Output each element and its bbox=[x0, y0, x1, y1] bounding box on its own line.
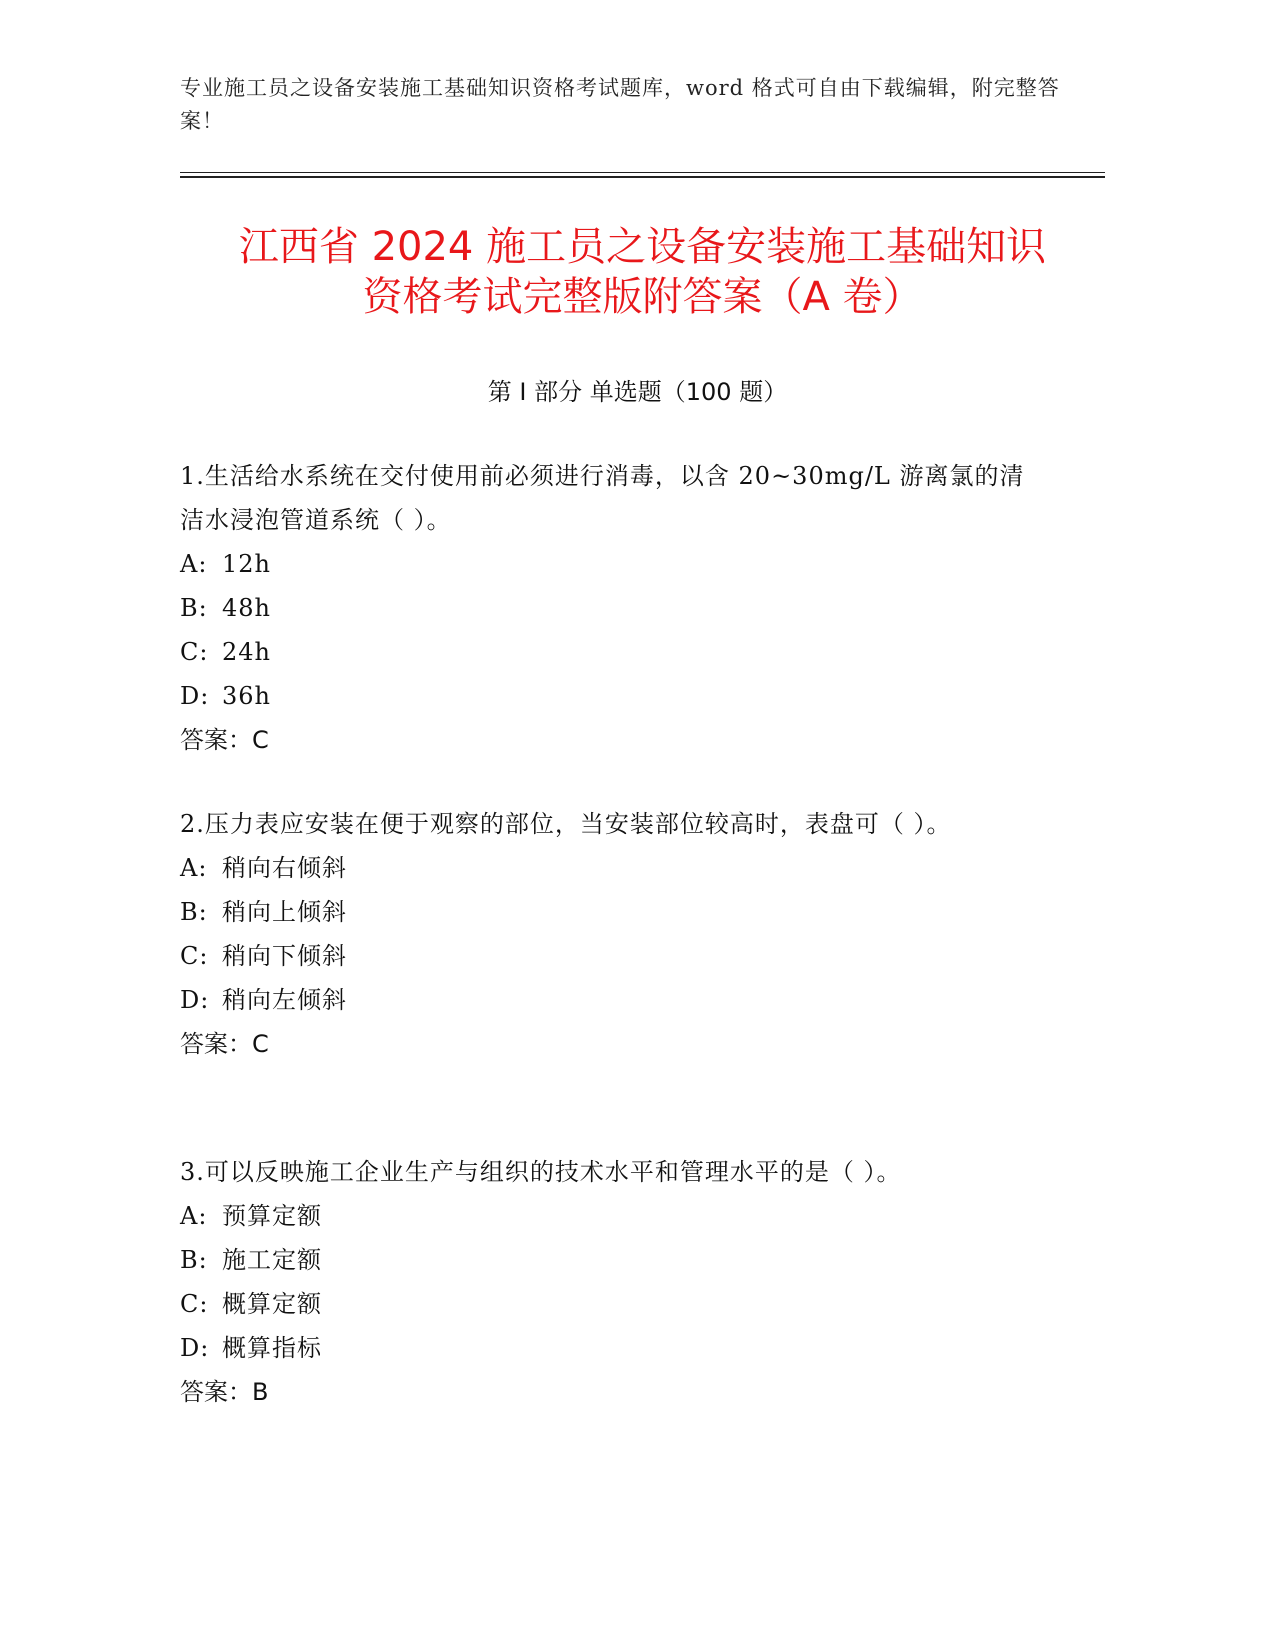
option-a bbox=[180, 846, 1030, 890]
header-divider-thin bbox=[180, 172, 1105, 173]
option-label: A: bbox=[180, 1202, 208, 1230]
option-b bbox=[180, 586, 1030, 630]
option-text: 概算指标 bbox=[222, 1334, 322, 1362]
question-stem: 2.压力表应安装在便于观察的部位，当安装部位较高时，表盘可（ ）。 bbox=[180, 810, 952, 838]
option-c bbox=[180, 630, 1030, 674]
option-a bbox=[180, 1194, 1030, 1238]
option-b bbox=[180, 1238, 1030, 1282]
answer: 答案：C bbox=[180, 726, 269, 754]
option-label: B: bbox=[180, 898, 208, 926]
title-line-2: 资格考试完整版附答案（A 卷） bbox=[362, 274, 923, 320]
section-heading: 第 I 部分 单选题（100 题） bbox=[487, 378, 788, 406]
title-line-1: 江西省 2024 施工员之设备安装施工基础知识 bbox=[238, 224, 1047, 270]
option-text: 稍向上倾斜 bbox=[222, 898, 347, 926]
option-text: 概算定额 bbox=[222, 1290, 322, 1318]
header-divider-thick bbox=[180, 176, 1105, 178]
option-d bbox=[180, 978, 1030, 1022]
option-d bbox=[180, 674, 1030, 718]
option-label: D: bbox=[180, 682, 210, 710]
option-label: C: bbox=[180, 942, 209, 970]
answer: 答案：B bbox=[180, 1378, 269, 1406]
option-label: B: bbox=[180, 594, 208, 622]
option-text: 施工定额 bbox=[222, 1246, 322, 1274]
option-label: D: bbox=[180, 1334, 210, 1362]
question-2 bbox=[180, 802, 1030, 1066]
question-1 bbox=[180, 454, 1030, 762]
option-text: 稍向下倾斜 bbox=[222, 942, 347, 970]
option-text: 稍向左倾斜 bbox=[222, 986, 347, 1014]
option-label: D: bbox=[180, 986, 210, 1014]
question-stem: 1.生活给水系统在交付使用前必须进行消毒，以含 20~30mg/L 游离氯的清洁水浸泡管道系统（ ）。 bbox=[180, 462, 1025, 534]
option-text: 24h bbox=[222, 638, 271, 666]
option-text: 12h bbox=[222, 550, 271, 578]
option-label: A: bbox=[180, 550, 208, 578]
document-title bbox=[180, 222, 1105, 322]
option-text: 48h bbox=[222, 594, 271, 622]
option-label: B: bbox=[180, 1246, 208, 1274]
question-stem: 3.可以反映施工企业生产与组织的技术水平和管理水平的是（ ）。 bbox=[180, 1158, 902, 1186]
option-label: C: bbox=[180, 1290, 209, 1318]
option-c bbox=[180, 934, 1030, 978]
answer: 答案：C bbox=[180, 1030, 269, 1058]
option-c bbox=[180, 1282, 1030, 1326]
option-b bbox=[180, 890, 1030, 934]
option-a bbox=[180, 542, 1030, 586]
header-note: 专业施工员之设备安装施工基础知识资格考试题库，word 格式可自由下载编辑，附完整答案！ bbox=[180, 76, 1060, 133]
option-text: 36h bbox=[222, 682, 271, 710]
option-text: 预算定额 bbox=[222, 1202, 322, 1230]
question-3 bbox=[180, 1150, 1030, 1414]
option-text: 稍向右倾斜 bbox=[222, 854, 347, 882]
option-d bbox=[180, 1326, 1030, 1370]
option-label: A: bbox=[180, 854, 208, 882]
option-label: C: bbox=[180, 638, 209, 666]
